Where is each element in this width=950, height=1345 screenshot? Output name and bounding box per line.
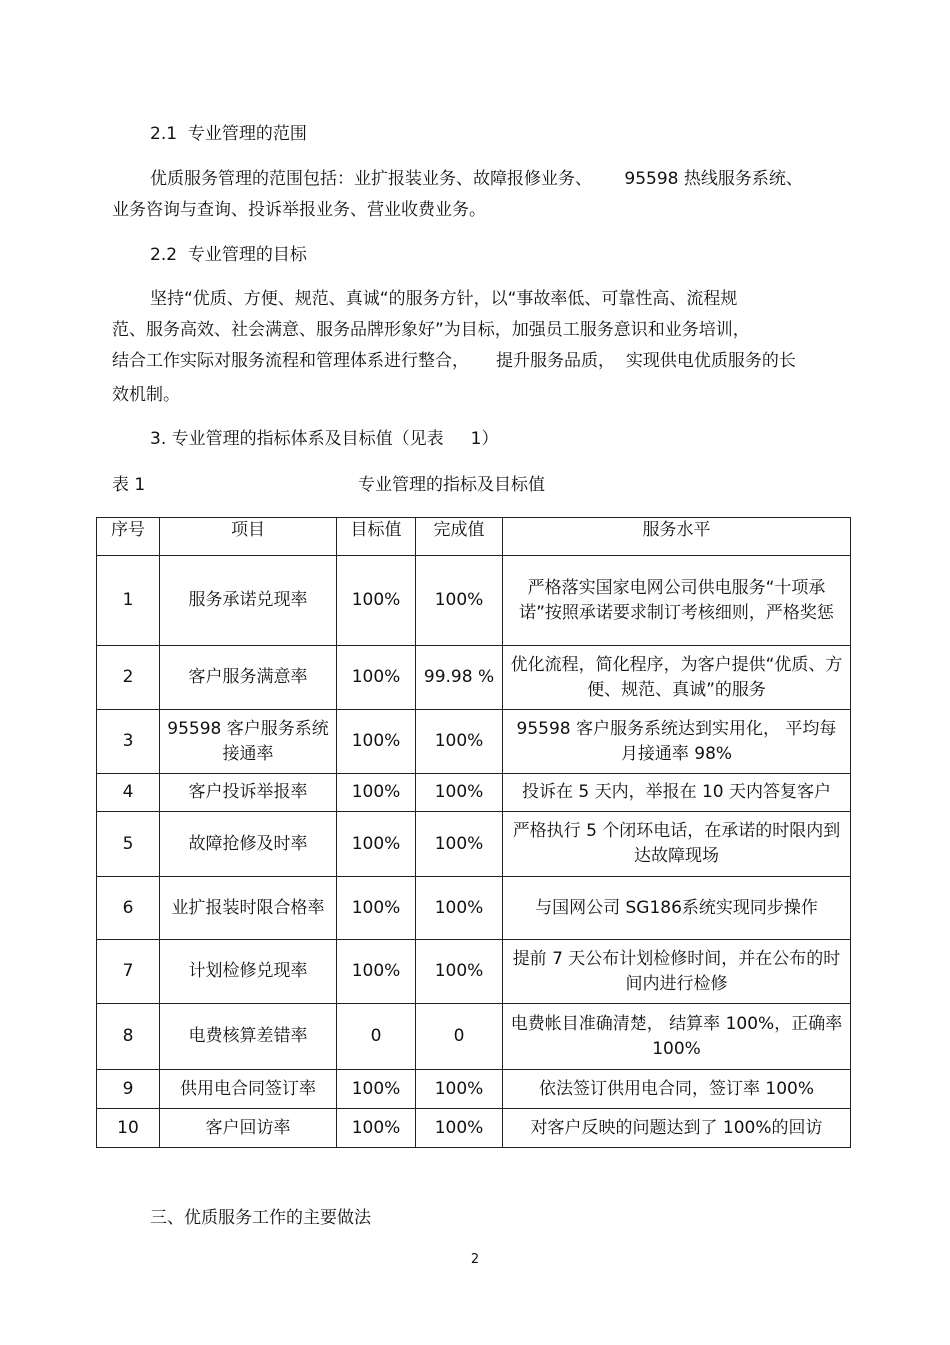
table-cell: 100% xyxy=(416,940,503,1004)
table-cell: 100% xyxy=(337,940,416,1004)
table-cell: 依法签订供用电合同，签订率 100% xyxy=(503,1070,851,1109)
table-cell: 8 xyxy=(97,1004,160,1070)
section-3-heading: 3. 专业管理的指标体系及目标值（见表 1） xyxy=(150,429,499,449)
table-row xyxy=(97,710,851,774)
table-row xyxy=(97,877,851,940)
table-cell: 100% xyxy=(416,556,503,646)
table-cell: 严格执行 5 个闭环电话，在承诺的时限内到达故障现场 xyxy=(503,812,851,877)
paragraph-line: 坚持“优质、方便、规范、真诚“的服务方针，以“事故率低、可靠性高、流程规 xyxy=(150,289,738,309)
table-cell: 100% xyxy=(416,710,503,774)
paragraph-line: 优质服务管理的范围包括：业扩报装业务、故障报修业务、 95598 热线服务系统、 xyxy=(150,169,803,189)
table-cell: 对客户反映的问题达到了 100%的回访 xyxy=(503,1109,851,1148)
table-label: 表 1 xyxy=(112,475,146,495)
table-cell: 客户投诉举报率 xyxy=(160,774,337,812)
table-cell: 与国网公司 SG186系统实现同步操作 xyxy=(503,877,851,940)
table-cell: 客户回访率 xyxy=(160,1109,337,1148)
table-row xyxy=(97,812,851,877)
page-number: 2 xyxy=(470,1252,480,1267)
table-cell: 100% xyxy=(416,877,503,940)
table-header-row xyxy=(97,518,851,556)
table-cell: 提前 7 天公布计划检修时间，并在公布的时间内进行检修 xyxy=(503,940,851,1004)
table-row xyxy=(97,1109,851,1148)
table-cell: 0 xyxy=(337,1004,416,1070)
table-cell: 100% xyxy=(337,1070,416,1109)
section-2-1-heading: 2.1 专业管理的范围 xyxy=(150,124,307,144)
table-cell: 1 xyxy=(97,556,160,646)
table-row xyxy=(97,774,851,812)
table-cell: 投诉在 5 天内，举报在 10 天内答复客户 xyxy=(503,774,851,812)
table-cell: 电费帐目准确清楚， 结算率 100%，正确率 100% xyxy=(503,1004,851,1070)
table-cell: 100% xyxy=(337,877,416,940)
table-cell: 业扩报装时限合格率 xyxy=(160,877,337,940)
section-2-2-heading: 2.2 专业管理的目标 xyxy=(150,245,307,265)
table-cell: 95598 客户服务系统接通率 xyxy=(160,710,337,774)
table-cell: 电费核算差错率 xyxy=(160,1004,337,1070)
table-row xyxy=(97,556,851,646)
table-cell: 4 xyxy=(97,774,160,812)
table-cell: 100% xyxy=(416,1070,503,1109)
table-cell: 100% xyxy=(337,556,416,646)
table-row xyxy=(97,1070,851,1109)
table-cell: 供用电合同签订率 xyxy=(160,1070,337,1109)
table-cell: 客户服务满意率 xyxy=(160,646,337,710)
table-cell: 6 xyxy=(97,877,160,940)
table-cell: 100% xyxy=(337,1109,416,1148)
header-cell: 项目 xyxy=(160,518,337,556)
table-cell: 100% xyxy=(337,710,416,774)
table-row xyxy=(97,1004,851,1070)
table-cell: 0 xyxy=(416,1004,503,1070)
table-cell: 3 xyxy=(97,710,160,774)
table-cell: 100% xyxy=(337,646,416,710)
table-cell: 优化流程，简化程序，为客户提供“优质、方便、规范、真诚”的服务 xyxy=(503,646,851,710)
header-cell: 服务水平 xyxy=(503,518,851,556)
table-cell: 故障抢修及时率 xyxy=(160,812,337,877)
paragraph-line: 效机制。 xyxy=(112,385,180,405)
chapter-heading: 三、优质服务工作的主要做法 xyxy=(150,1208,371,1228)
table-cell: 2 xyxy=(97,646,160,710)
table-row xyxy=(97,646,851,710)
table-cell: 100% xyxy=(337,812,416,877)
header-cell: 序号 xyxy=(97,518,160,556)
table-cell: 服务承诺兑现率 xyxy=(160,556,337,646)
table-cell: 100% xyxy=(416,774,503,812)
table-row xyxy=(97,940,851,1004)
header-cell: 目标值 xyxy=(337,518,416,556)
table-cell: 10 xyxy=(97,1109,160,1148)
table-cell: 100% xyxy=(416,812,503,877)
indicator-table xyxy=(96,517,851,1148)
table-cell: 严格落实国家电网公司供电服务“十项承诺”按照承诺要求制订考核细则，严格奖惩 xyxy=(503,556,851,646)
table-cell: 计划检修兑现率 xyxy=(160,940,337,1004)
paragraph-line: 业务咨询与查询、投诉举报业务、营业收费业务。 xyxy=(112,200,486,220)
table-title: 专业管理的指标及目标值 xyxy=(358,475,545,495)
table-cell: 99.98 % xyxy=(416,646,503,710)
table-cell: 9 xyxy=(97,1070,160,1109)
table-cell: 100% xyxy=(416,1109,503,1148)
table-cell: 100% xyxy=(337,774,416,812)
header-cell: 完成值 xyxy=(416,518,503,556)
table-cell: 95598 客户服务系统达到实用化， 平均每月接通率 98% xyxy=(503,710,851,774)
table-cell: 7 xyxy=(97,940,160,1004)
paragraph-line: 结合工作实际对服务流程和管理体系进行整合， 提升服务品质， 实现供电优质服务的长 xyxy=(112,351,796,371)
table-cell: 5 xyxy=(97,812,160,877)
paragraph-line: 范、服务高效、社会满意、服务品牌形象好”为目标，加强员工服务意识和业务培训， xyxy=(112,320,750,340)
